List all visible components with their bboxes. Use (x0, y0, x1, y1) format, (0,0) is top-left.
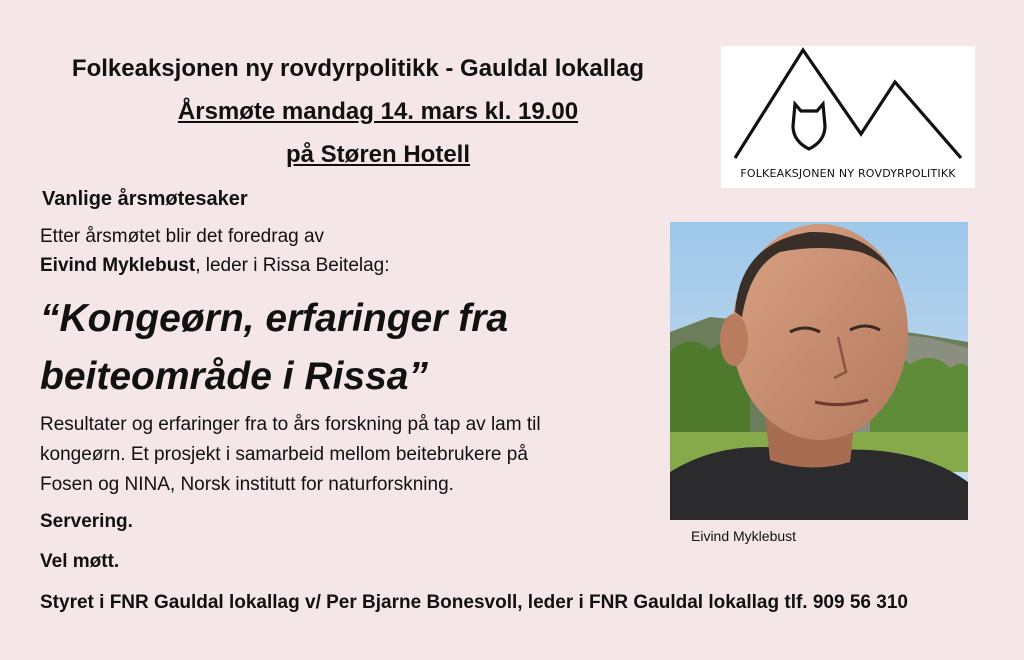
logo-caption: FOLKEAKSJONEN NY ROVDYRPOLITIKK (740, 167, 956, 180)
description-line1: Resultater og erfaringer fra to års forskning på tap av lam til (40, 414, 541, 435)
description-line2: kongeørn. Et prosjekt i samarbeid mellom beitebrukere på (40, 444, 528, 465)
welcome-text: Vel møtt. (40, 551, 120, 572)
talk-title-line2: beiteområde i Rissa” (40, 355, 428, 398)
speaker-role: , leder i Rissa Beitelag: (195, 255, 390, 276)
serving-text: Servering. (40, 511, 133, 532)
photo-caption: Eivind Myklebust (691, 528, 797, 544)
talk-title-line1: “Kongeørn, erfaringer fra (40, 297, 509, 340)
page-title: Folkeaksjonen ny rovdyrpolitikk - Gauldal lokallag (71, 55, 645, 82)
venue-line: på Støren Hotell (285, 141, 471, 168)
speaker-line (40, 251, 390, 281)
speaker-photo (670, 222, 968, 520)
portrait-image (670, 222, 968, 520)
footer-text: Styret i FNR Gauldal lokallag v/ Per Bjarne Bonesvoll, leder i FNR Gauldal lokallag tlf. 909 56 310 (40, 592, 908, 613)
speaker-name: Eivind Myklebust (40, 255, 196, 276)
meeting-line: Årsmøte mandag 14. mars kl. 19.00 (177, 98, 579, 125)
intro-line: Etter årsmøtet blir det foredrag av (40, 226, 325, 247)
agenda-heading: Vanlige årsmøtesaker (42, 188, 248, 210)
organization-logo (721, 46, 975, 188)
description-line3: Fosen og NINA, Norsk institutt for naturforskning. (40, 474, 454, 495)
